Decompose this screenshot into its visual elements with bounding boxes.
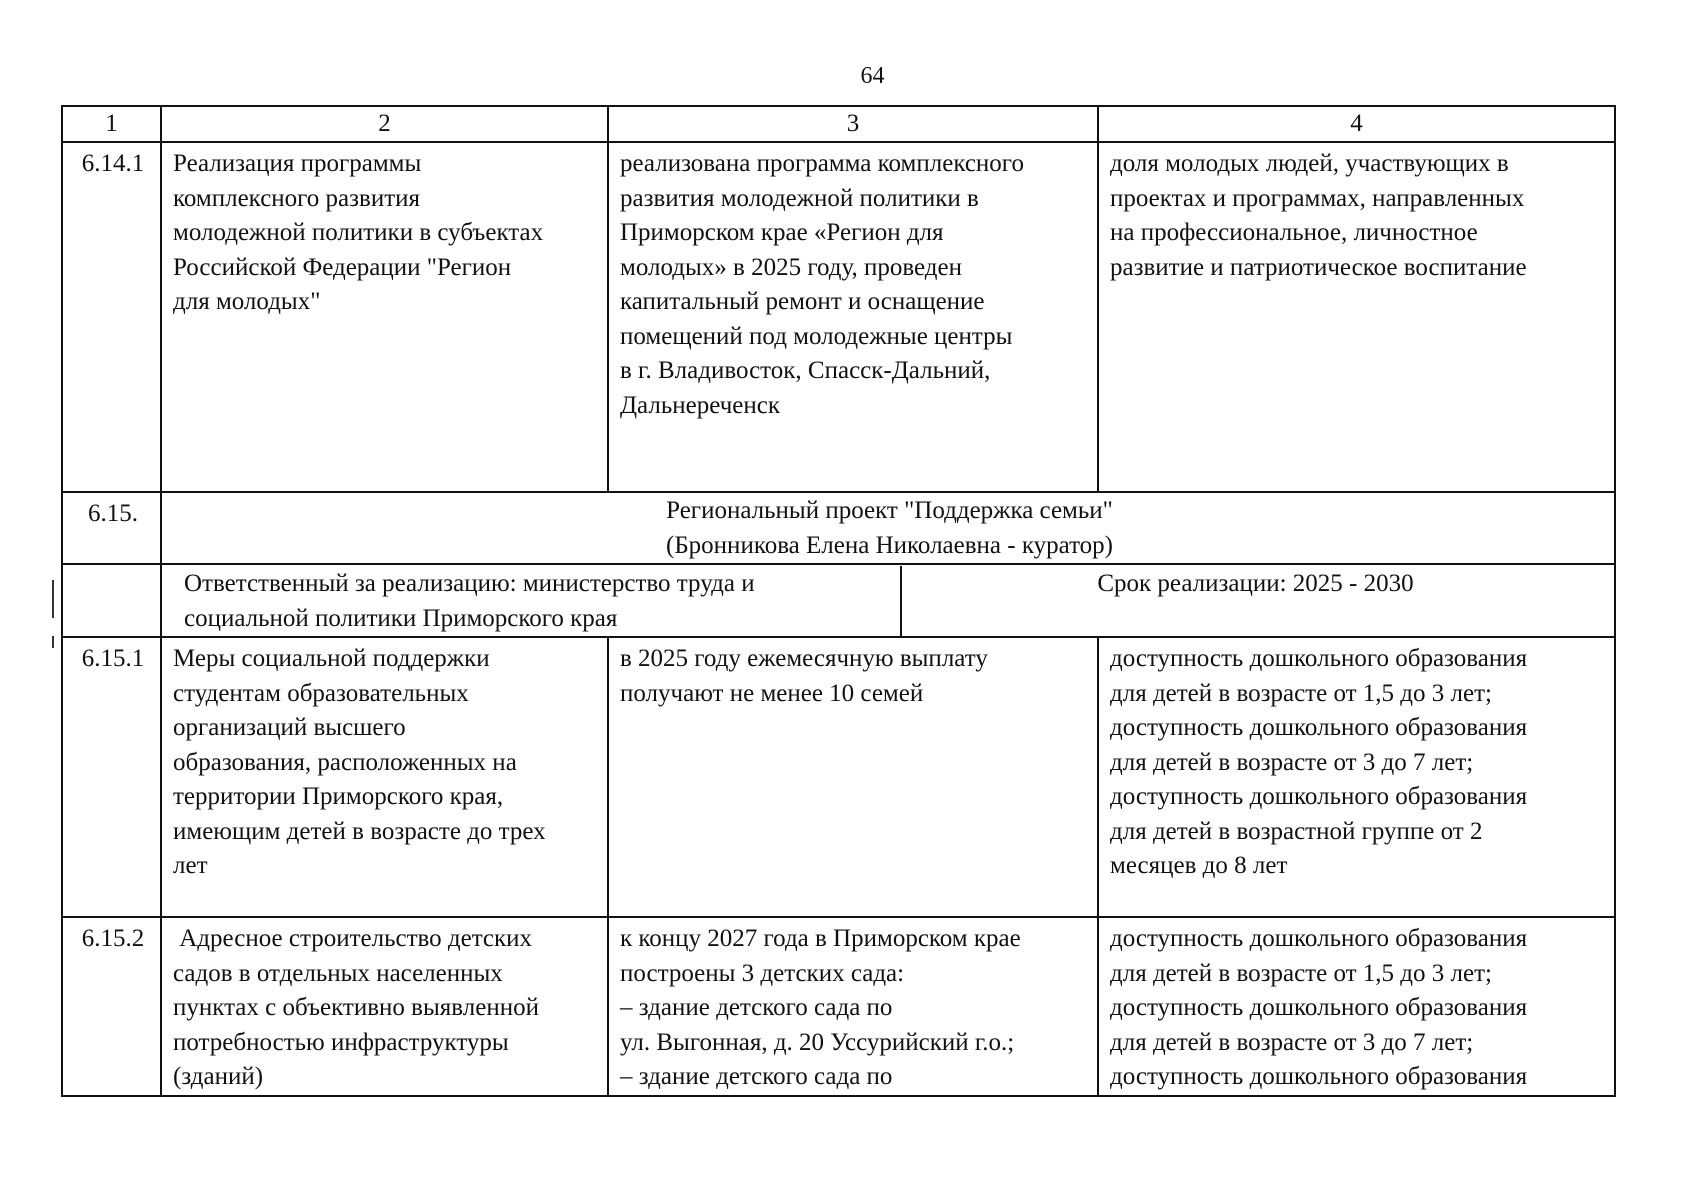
measure-name-cell: [161, 917, 608, 1096]
table-row-6-14-1: [62, 142, 1615, 492]
text-line: для детей в возрасте от 1,5 до 3 лет;: [1110, 959, 1492, 987]
term-cell: [901, 566, 1606, 636]
text-line: доступность дошкольного образования: [1110, 1063, 1528, 1090]
text-line: на профессиональное, личностное: [1110, 219, 1478, 246]
result-cell: [608, 637, 1098, 917]
text-line: (зданий): [173, 1063, 264, 1090]
responsible-term-inner: [173, 566, 1606, 636]
text-line: в г. Владивосток, Спасск-Дальний,: [620, 357, 991, 384]
text-line: – здание детского сада по: [620, 1063, 893, 1090]
text-line: комплексного развития: [173, 184, 421, 212]
text-line: Дальнереченск: [620, 391, 780, 419]
measure-name-cell: [161, 637, 608, 917]
text-line: месяцев до 8 лет: [1110, 852, 1288, 879]
indicator-cell: [1098, 637, 1615, 917]
header-col-4: 4: [1098, 106, 1615, 142]
text-line: – здание детского сада по: [620, 994, 893, 1021]
text-line: для детей в возрасте от 1,5 до 3 лет;: [1110, 679, 1492, 707]
text-line: доступность дошкольного образования: [1110, 994, 1528, 1021]
text-line: построены 3 детских сада:: [620, 959, 905, 987]
text-line: молодежной политики в субъектах: [173, 219, 544, 246]
text-line: развития молодежной политики в: [620, 184, 979, 212]
text-line: для детей в возрасте от 3 до 7 лет;: [1110, 1028, 1474, 1056]
text-line: социальной политики Приморского края: [184, 604, 618, 632]
text-line: для детей в возрасте от 3 до 7 лет;: [1110, 748, 1474, 776]
indicator-cell: [1098, 142, 1615, 492]
project-curator: (Бронникова Елена Николаевна - куратор): [666, 531, 1113, 559]
text-line: образования, расположенных на: [173, 748, 517, 776]
text-line: Ответственный за реализацию: министерство труда и: [184, 570, 755, 597]
text-line: доступность дошкольного образования: [1110, 925, 1528, 952]
table-header-row: [62, 106, 1615, 142]
text-line: студентам образовательных: [173, 679, 469, 707]
header-col-2: 2: [161, 106, 608, 142]
text-line: капитальный ремонт и оснащение: [620, 288, 985, 315]
text-line: доля молодых людей, участвующих в: [1110, 150, 1509, 177]
text-line: Адресное строительство детских: [173, 925, 533, 952]
scan-artifact: [52, 636, 54, 648]
text-line: в 2025 году ежемесячную выплату: [620, 645, 988, 672]
text-line: для молодых": [173, 288, 321, 315]
text-line: доступность дошкольного образования: [1110, 645, 1528, 672]
text-line: пунктах с объективно выявленной: [173, 994, 539, 1021]
text-line: получают не менее 10 семей: [620, 679, 924, 707]
table-row-6-15-2: [62, 917, 1615, 1096]
text-line: лет: [173, 852, 208, 879]
header-col-3: 3: [608, 106, 1098, 142]
text-line: организаций высшего: [173, 714, 406, 741]
page-number: 64: [860, 63, 885, 89]
row-number: 6.15.: [62, 492, 161, 564]
row-number: 6.15.1: [62, 637, 161, 917]
table-row-6-15: [62, 492, 1615, 564]
text-line: Меры социальной поддержки: [173, 645, 490, 672]
indicator-cell: [1098, 917, 1615, 1096]
responsible-term-cell: [161, 564, 1615, 637]
text-line: Российской Федерации "Регион: [173, 253, 512, 281]
term-text: Срок реализации: 2025 - 2030: [1097, 570, 1414, 597]
result-cell: [608, 142, 1098, 492]
text-line: развитие и патриотическое воспитание: [1110, 253, 1527, 281]
text-line: проектах и программах, направленных: [1110, 184, 1525, 212]
project-title-cell: [161, 492, 1615, 564]
text-line: для детей в возрастной группе от 2: [1110, 817, 1483, 845]
project-title: Региональный проект "Поддержка семьи": [666, 497, 1113, 524]
program-table: [61, 105, 1616, 1097]
text-line: доступность дошкольного образования: [1110, 714, 1528, 741]
scan-artifact: [52, 580, 54, 618]
text-line: доступность дошкольного образования: [1110, 783, 1528, 810]
table-row-6-15-1: [62, 637, 1615, 917]
text-line: помещений под молодежные центры: [620, 322, 1013, 350]
measure-name-cell: [161, 142, 608, 492]
header-col-1: 1: [62, 106, 161, 142]
text-line: территории Приморского края,: [173, 783, 504, 810]
text-line: садов в отдельных населенных: [173, 959, 503, 987]
text-line: имеющим детей в возрасте до трех: [173, 817, 546, 845]
text-line: реализована программа комплексного: [620, 150, 1024, 177]
text-line: к концу 2027 года в Приморском крае: [620, 925, 1021, 952]
text-line: Приморском крае «Регион для: [620, 219, 944, 246]
table-row-responsible: [62, 564, 1615, 637]
empty-number-cell: [62, 564, 161, 637]
text-line: ул. Выгонная, д. 20 Уссурийский г.о.;: [620, 1028, 1015, 1056]
result-cell: [608, 917, 1098, 1096]
text-line: молодых» в 2025 году, проведен: [620, 253, 962, 281]
row-number: 6.15.2: [62, 917, 161, 1096]
text-line: потребностью инфраструктуры: [173, 1028, 509, 1056]
text-line: Реализация программы: [173, 150, 422, 177]
responsible-cell: [173, 566, 901, 636]
row-number: 6.14.1: [62, 142, 161, 492]
